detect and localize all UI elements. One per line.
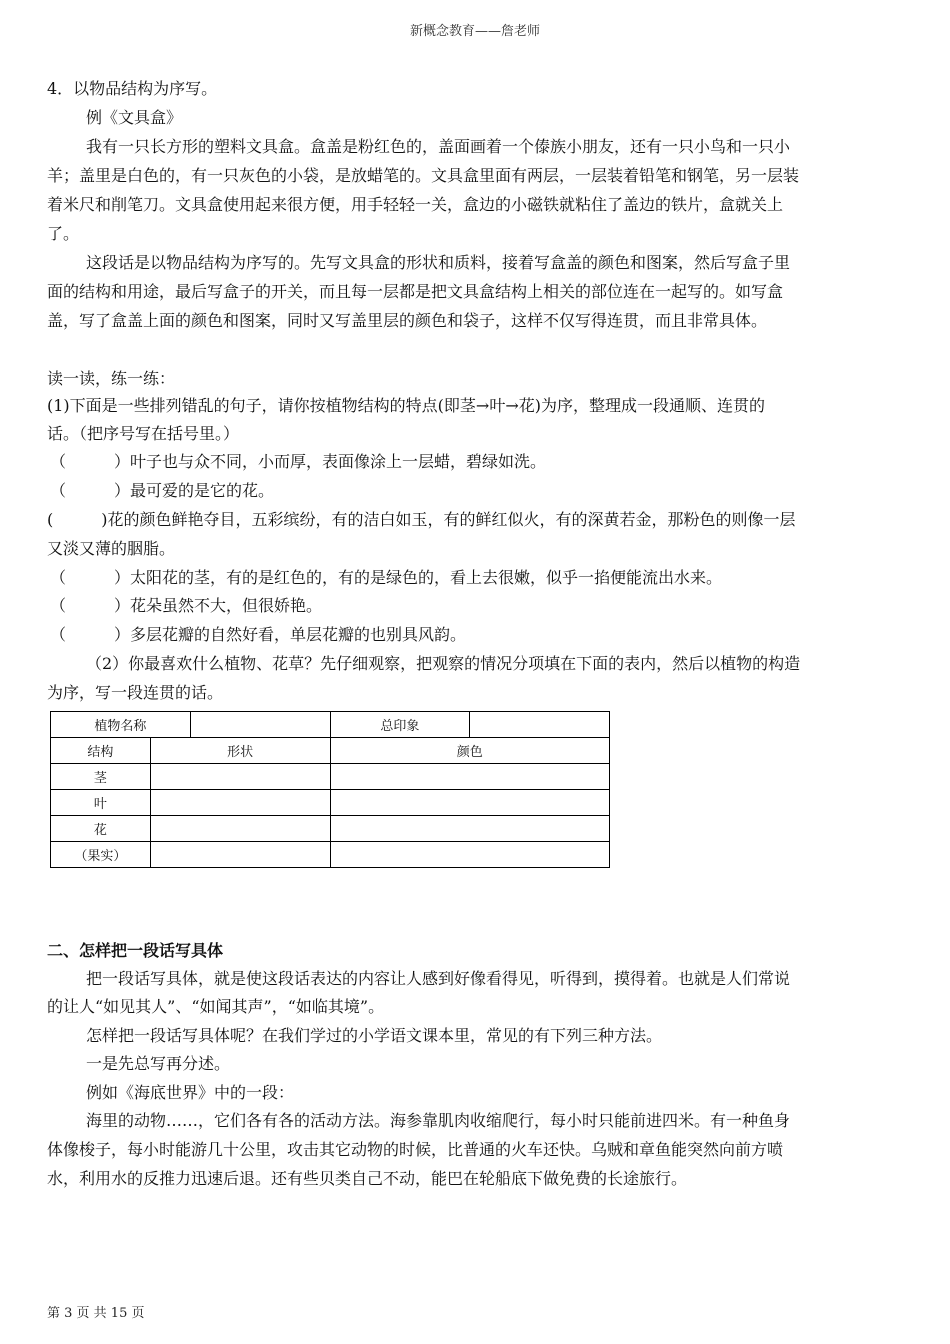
paragraph-line: 着米尺和削笔刀。文具盒使用起来很方便，用手轻轻一关，盒边的小磁铁就粘住了盖边的铁片，盒就关上 (47, 195, 784, 214)
page-header: 新概念教育——詹老师 (409, 24, 540, 39)
paragraph-line: 水，利用水的反推力迅速后退。还有些贝类自己不动，能巴在轮船底下做免费的长途旅行。 (47, 1169, 688, 1188)
color-cell[interactable] (330, 842, 610, 868)
plant-name-cell[interactable] (190, 712, 330, 738)
section-heading: 4．以物品结构为序写。 (47, 79, 218, 98)
practice-title: 读一读，练一练： (47, 369, 176, 388)
paragraph-line: 体像梭子，每小时能游几十公里，攻击其它动物的时候，比普通的火车还快。乌贼和章鱼能突然向前方喷 (47, 1140, 784, 1159)
sentence-item: （ ）叶子也与众不同，小而厚，表面像涂上一层蜡，碧绿如洗。 (50, 452, 547, 471)
row-label: 花 (51, 816, 151, 842)
row-label: 茎 (51, 764, 151, 790)
color-cell[interactable] (330, 764, 610, 790)
paragraph-line: 一是先总写再分述。 (86, 1054, 231, 1073)
row-label: 叶 (51, 790, 151, 816)
question-line: 话。（把序号写在括号里。） (47, 424, 240, 443)
paragraph-line: 例如《海底世界》中的一段： (86, 1083, 295, 1102)
page-footer: 第 3 页 共 15 页 (47, 1306, 145, 1321)
paragraph-line: 的让人“如见其人”、“如闻其声”，“如临其境”。 (47, 997, 385, 1016)
paragraph-line: 把一段话写具体，就是使这段话表达的内容让人感到好像看得见，听得到，摸得着。也就是人们常说 (86, 969, 791, 988)
impression-cell[interactable] (470, 712, 610, 738)
paragraph-line: 海里的动物……，它们各有各的活动方法。海参靠肌肉收缩爬行，每小时只能前进四米。有一种鱼身 (86, 1111, 791, 1130)
paragraph-line: 面的结构和用途，最后写盒子的开关，而且每一层都是把文具盒结构上相关的部位连在一起写的。如写盒 (47, 282, 784, 301)
plant-name-label: 植物名称 (51, 712, 191, 738)
paragraph-line: 羊；盖里是白色的，有一只灰色的小袋，是放蜡笔的。文具盒里面有两层，一层装着铅笔和钢笔，另一层装 (47, 166, 800, 185)
paragraph-line: 我有一只长方形的塑料文具盒。盒盖是粉红色的，盖面画着一个傣族小朋友，还有一只小鸟和一只小 (86, 137, 791, 156)
sentence-item: （ ）花朵虽然不大，但很娇艳。 (50, 596, 323, 615)
col-shape: 形状 (150, 738, 330, 764)
paragraph-line: 了。 (47, 224, 80, 243)
col-structure: 结构 (51, 738, 151, 764)
sentence-item: （ ）最可爱的是它的花。 (50, 481, 275, 500)
shape-cell[interactable] (150, 816, 330, 842)
sentence-item: （ ）太阳花的茎，有的是红色的，有的是绿色的，看上去很嫩，似乎一掐便能流出水来。 (50, 568, 723, 587)
col-color: 颜色 (330, 738, 610, 764)
sentence-item: （ ）多层花瓣的自然好看，单层花瓣的也别具风韵。 (50, 625, 467, 644)
shape-cell[interactable] (150, 764, 330, 790)
plant-table (50, 711, 610, 868)
paragraph-line: 这段话是以物品结构为序写的。先写文具盒的形状和质料，接着写盒盖的颜色和图案，然后写盒子里 (86, 253, 791, 272)
color-cell[interactable] (330, 790, 610, 816)
row-label: （果实） (51, 842, 151, 868)
paragraph-line: 怎样把一段话写具体呢？在我们学过的小学语文课本里，常见的有下列三种方法。 (86, 1026, 663, 1045)
section-heading: 二、怎样把一段话写具体 (47, 941, 224, 960)
question-line: 为序，写一段连贯的话。 (47, 683, 224, 702)
impression-label: 总印象 (330, 712, 470, 738)
question-line: (1)下面是一些排列错乱的句子，请你按植物结构的特点(即茎→叶→花)为序，整理成一段通顺、连贯的 (47, 396, 765, 415)
shape-cell[interactable] (150, 842, 330, 868)
sentence-item: 又淡又薄的胭脂。 (47, 539, 176, 558)
question-line: （2）你最喜欢什么植物、花草？先仔细观察，把观察的情况分项填在下面的表内，然后以植物的构造 (86, 654, 801, 673)
paragraph-line: 盖，写了盒盖上面的颜色和图案，同时又写盖里层的颜色和袋子，这样不仅写得连贯，而且非常具体。 (47, 311, 768, 330)
sentence-item: ( )花的颜色鲜艳夺目，五彩缤纷，有的洁白如玉，有的鲜红似火，有的深黄若金，那粉色的则像一层 (47, 510, 796, 529)
color-cell[interactable] (330, 816, 610, 842)
shape-cell[interactable] (150, 790, 330, 816)
example-title: 例《文具盒》 (86, 108, 183, 127)
